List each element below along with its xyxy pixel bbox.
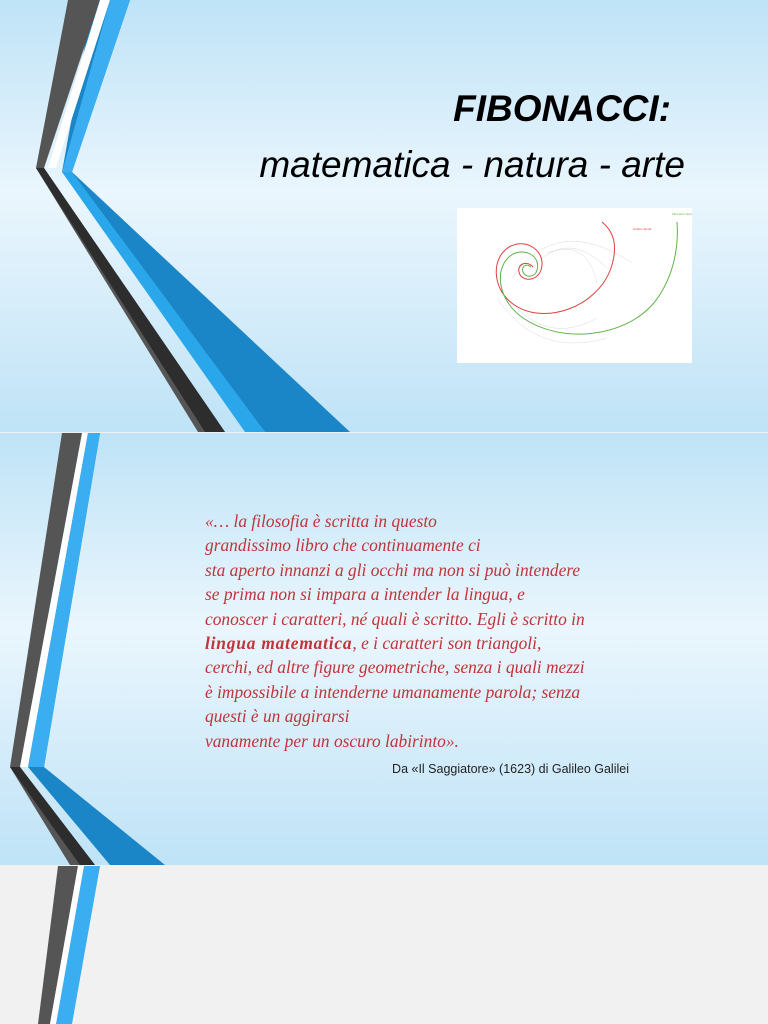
quote-line: questi è un aggirarsi: [205, 706, 350, 727]
quote-emphasis-tail: , e i caratteri son triangoli,: [352, 633, 542, 654]
decorative-stripes: [0, 0, 360, 432]
quote-line: conoscer i caratteri, né quali è scritto. Egli è scritto in: [205, 608, 585, 629]
slide-next-partial: [0, 866, 768, 1024]
spiral-label-red: Golden Spiral: [633, 227, 652, 231]
quote-line: cerchi, ed altre figure geometriche, senza i quali mezzi: [205, 657, 585, 678]
fibonacci-spiral-image: [457, 208, 692, 363]
quote-line: se prima non si impara a intender la lingua, e: [205, 584, 525, 605]
galileo-quote: [205, 509, 645, 753]
quote-emphasis: lingua matematica: [205, 633, 353, 654]
quote-line: vanamente per un oscuro labirinto».: [205, 730, 459, 751]
decorative-stripes: [0, 866, 120, 1024]
slide-subtitle-text: matematica - natura - arte: [259, 144, 685, 185]
quote-line: sta aperto innanzi a gli occhi ma non si può intendere: [205, 559, 581, 580]
decorative-stripes: [0, 433, 180, 865]
quote-line: [205, 631, 645, 655]
spiral-label-green: Fibonacci Spiral: [672, 212, 692, 216]
quote-source: Da «Il Saggiatore» (1623) di Galileo Galilei: [392, 762, 629, 776]
quote-line: grandissimo libro che continuamente ci: [205, 535, 481, 556]
slide-title-text: FIBONACCI:: [453, 88, 671, 129]
quote-line: è impossibile a intenderne umanamente parola; senza: [205, 681, 581, 702]
quote-line: «… la filosofia è scritta in questo: [205, 511, 437, 531]
spiral-graphic: [457, 208, 692, 363]
slide-quote: [0, 433, 768, 865]
slide-title: [0, 0, 768, 432]
